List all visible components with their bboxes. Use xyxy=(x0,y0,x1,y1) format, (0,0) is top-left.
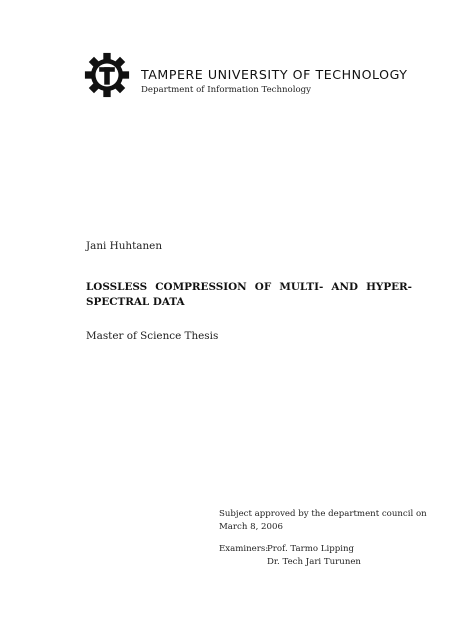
examiners-label-spacer xyxy=(219,556,267,569)
examiner-name-2: Dr. Tech Jari Turunen xyxy=(267,556,361,567)
thesis-title-line-2: SPECTRAL DATA xyxy=(86,296,185,308)
examiner-name-1: Prof. Tarmo Lipping xyxy=(267,544,354,554)
approval-date: March 8, 2006 xyxy=(219,521,283,532)
examiners-block xyxy=(219,543,361,568)
author-name: Jani Huhtanen xyxy=(86,240,163,252)
approval-note xyxy=(219,508,427,533)
approval-line-1: Subject approved by the department council on xyxy=(219,509,427,519)
examiner-row xyxy=(219,543,361,556)
thesis-type: Master of Science Thesis xyxy=(86,330,219,342)
examiner-row xyxy=(219,556,361,569)
thesis-title xyxy=(86,280,412,310)
examiners-label: Examiners: xyxy=(219,544,269,554)
gear-logo-icon xyxy=(84,52,130,98)
thesis-title-line-1: LOSSLESS COMPRESSION OF MULTI- AND HYPER- xyxy=(86,281,412,293)
department-name: Department of Information Technology xyxy=(141,85,311,95)
university-name: TAMPERE UNIVERSITY OF TECHNOLOGY xyxy=(141,67,408,82)
